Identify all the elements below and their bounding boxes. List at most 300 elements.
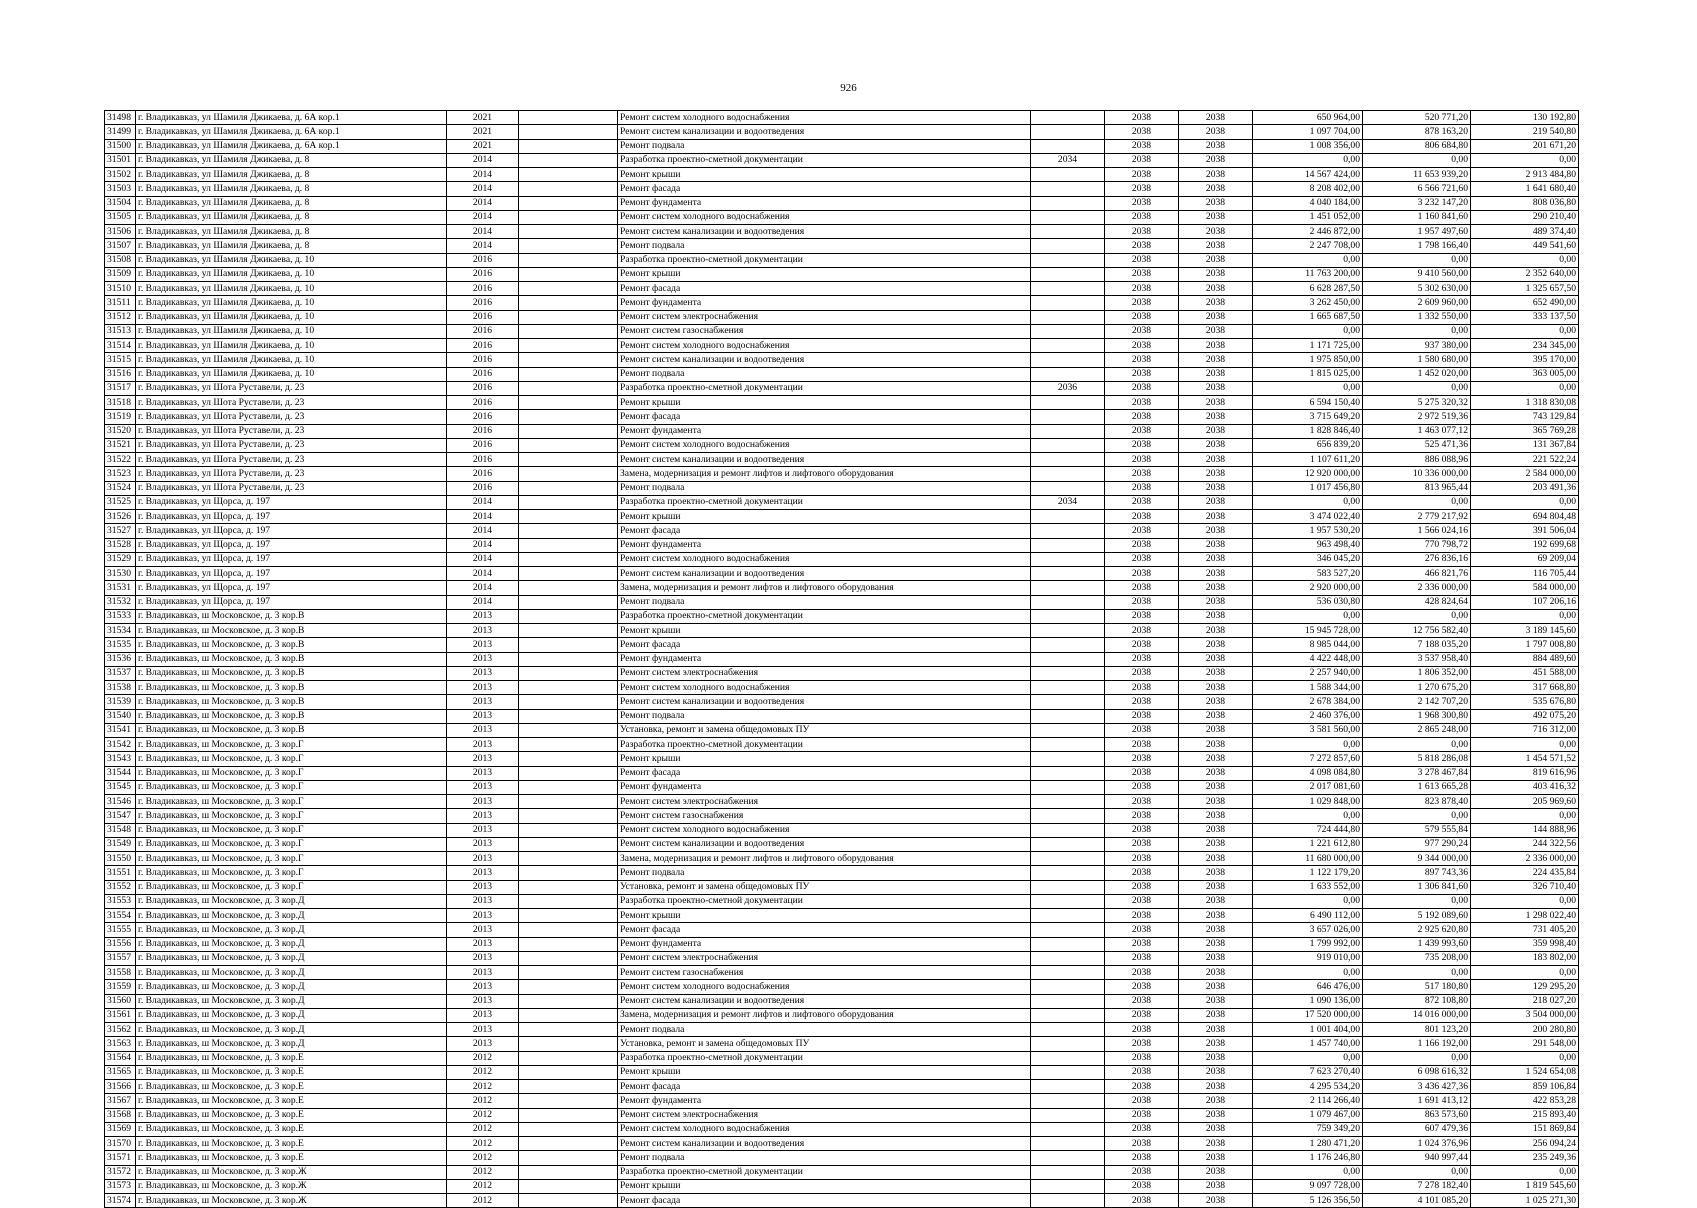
row-plan-year (1031, 253, 1105, 267)
table-row (105, 809, 1579, 823)
row-year-to: 2038 (1179, 1065, 1253, 1079)
row-year-to: 2038 (1179, 310, 1253, 324)
row-id: 31527 (105, 524, 136, 538)
row-year: 2014 (447, 196, 519, 210)
row-cost-part-2: 365 769,28 (1471, 424, 1579, 438)
row-year-to: 2038 (1179, 182, 1253, 196)
row-cost-part-1: 428 824,64 (1363, 595, 1471, 609)
table-row (105, 1108, 1579, 1122)
row-address: г. Владикавказ, ул Шамиля Джикаева, д. 10 (136, 310, 447, 324)
row-address: г. Владикавказ, ш Московское, д. 3 кор.В (136, 652, 447, 666)
row-year: 2012 (447, 1179, 519, 1193)
row-work-type: Ремонт систем газоснабжения (618, 809, 1031, 823)
row-cost-part-1: 7 278 182,40 (1363, 1179, 1471, 1193)
row-year-from: 2038 (1105, 396, 1179, 410)
row-cost-part-2: 333 137,50 (1471, 310, 1579, 324)
row-work-type: Ремонт систем газоснабжения (618, 966, 1031, 980)
row-id: 31553 (105, 894, 136, 908)
row-cost-part-2: 1 298 022,40 (1471, 909, 1579, 923)
row-address: г. Владикавказ, ул Шамиля Джикаева, д. 10 (136, 324, 447, 338)
row-work-type: Ремонт фундамента (618, 296, 1031, 310)
row-total-cost: 1 097 704,00 (1253, 125, 1363, 139)
table-row (105, 1023, 1579, 1037)
row-cost-part-1: 6 566 721,60 (1363, 182, 1471, 196)
row-year: 2014 (447, 168, 519, 182)
row-plan-year (1031, 723, 1105, 737)
row-cost-part-1: 1 463 077,12 (1363, 424, 1471, 438)
row-blank (519, 424, 618, 438)
row-blank (519, 951, 618, 965)
row-blank (519, 666, 618, 680)
row-total-cost: 2 678 384,00 (1253, 695, 1363, 709)
row-year-to: 2038 (1179, 909, 1253, 923)
row-work-type: Ремонт систем холодного водоснабжения (618, 339, 1031, 353)
row-work-type: Ремонт систем канализации и водоотведения (618, 225, 1031, 239)
row-year-to: 2038 (1179, 1194, 1253, 1208)
row-year: 2016 (447, 253, 519, 267)
row-blank (519, 966, 618, 980)
row-address: г. Владикавказ, ул Шота Руставели, д. 23 (136, 396, 447, 410)
row-blank (519, 396, 618, 410)
row-address: г. Владикавказ, ш Московское, д. 3 кор.В (136, 695, 447, 709)
row-cost-part-2: 3 504 000,00 (1471, 1008, 1579, 1022)
row-plan-year: 2034 (1031, 153, 1105, 167)
row-total-cost: 1 633 552,00 (1253, 880, 1363, 894)
table-row (105, 780, 1579, 794)
row-year: 2013 (447, 695, 519, 709)
row-total-cost: 1 957 530,20 (1253, 524, 1363, 538)
row-year-to: 2038 (1179, 581, 1253, 595)
row-address: г. Владикавказ, ш Московское, д. 3 кор.Д (136, 966, 447, 980)
row-total-cost: 919 010,00 (1253, 951, 1363, 965)
row-plan-year (1031, 609, 1105, 623)
row-id: 31499 (105, 125, 136, 139)
row-cost-part-1: 1 957 497,60 (1363, 225, 1471, 239)
row-cost-part-1: 4 101 085,20 (1363, 1194, 1471, 1208)
row-year-from: 2038 (1105, 567, 1179, 581)
row-work-type: Ремонт фасада (618, 524, 1031, 538)
row-blank (519, 823, 618, 837)
row-year-from: 2038 (1105, 253, 1179, 267)
row-cost-part-2: 1 797 008,80 (1471, 638, 1579, 652)
row-cost-part-2: 1 325 657,50 (1471, 282, 1579, 296)
row-cost-part-1: 1 613 665,28 (1363, 780, 1471, 794)
row-cost-part-2: 131 367,84 (1471, 438, 1579, 452)
row-year-from: 2038 (1105, 538, 1179, 552)
row-address: г. Владикавказ, ул Щорса, д. 197 (136, 567, 447, 581)
row-blank (519, 1023, 618, 1037)
table-row (105, 552, 1579, 566)
row-plan-year (1031, 467, 1105, 481)
row-cost-part-2: 403 416,32 (1471, 780, 1579, 794)
row-cost-part-1: 2 609 960,00 (1363, 296, 1471, 310)
row-year-to: 2038 (1179, 1094, 1253, 1108)
row-cost-part-1: 801 123,20 (1363, 1023, 1471, 1037)
row-blank (519, 339, 618, 353)
row-work-type: Ремонт подвала (618, 367, 1031, 381)
row-address: г. Владикавказ, ш Московское, д. 3 кор.В (136, 624, 447, 638)
row-year: 2013 (447, 624, 519, 638)
table-row (105, 538, 1579, 552)
row-cost-part-1: 5 818 286,08 (1363, 752, 1471, 766)
row-cost-part-1: 1 968 300,80 (1363, 709, 1471, 723)
row-cost-part-2: 235 249,36 (1471, 1151, 1579, 1165)
row-id: 31567 (105, 1094, 136, 1108)
row-address: г. Владикавказ, ш Московское, д. 3 кор.Ж (136, 1194, 447, 1208)
row-year: 2013 (447, 766, 519, 780)
row-cost-part-1: 0,00 (1363, 809, 1471, 823)
row-cost-part-2: 2 913 484,80 (1471, 168, 1579, 182)
table-row (105, 239, 1579, 253)
row-cost-part-2: 359 998,40 (1471, 937, 1579, 951)
row-year-from: 2038 (1105, 139, 1179, 153)
row-year-from: 2038 (1105, 652, 1179, 666)
row-work-type: Ремонт фундамента (618, 1094, 1031, 1108)
row-cost-part-1: 12 756 582,40 (1363, 624, 1471, 638)
row-work-type: Ремонт фасада (618, 923, 1031, 937)
row-plan-year (1031, 139, 1105, 153)
table-row (105, 481, 1579, 495)
row-plan-year (1031, 695, 1105, 709)
row-year: 2016 (447, 353, 519, 367)
row-id: 31538 (105, 681, 136, 695)
row-year-to: 2038 (1179, 823, 1253, 837)
row-year-to: 2038 (1179, 510, 1253, 524)
row-year-to: 2038 (1179, 567, 1253, 581)
row-year-from: 2038 (1105, 1122, 1179, 1136)
row-blank (519, 795, 618, 809)
row-total-cost: 7 272 857,60 (1253, 752, 1363, 766)
row-year: 2013 (447, 666, 519, 680)
row-work-type: Ремонт фундамента (618, 196, 1031, 210)
row-year-to: 2038 (1179, 353, 1253, 367)
row-year-to: 2038 (1179, 296, 1253, 310)
row-year: 2014 (447, 495, 519, 509)
row-work-type: Разработка проектно-сметной документации (618, 495, 1031, 509)
row-cost-part-1: 6 098 616,32 (1363, 1065, 1471, 1079)
row-year: 2016 (447, 267, 519, 281)
table-row (105, 752, 1579, 766)
row-blank (519, 780, 618, 794)
row-id: 31502 (105, 168, 136, 182)
row-cost-part-1: 2 925 620,80 (1363, 923, 1471, 937)
row-year-from: 2038 (1105, 809, 1179, 823)
row-id: 31514 (105, 339, 136, 353)
row-year-to: 2038 (1179, 1008, 1253, 1022)
row-cost-part-1: 0,00 (1363, 495, 1471, 509)
table-row (105, 381, 1579, 395)
row-blank (519, 1094, 618, 1108)
row-total-cost: 1 828 846,40 (1253, 424, 1363, 438)
row-year-to: 2038 (1179, 552, 1253, 566)
row-cost-part-2: 0,00 (1471, 738, 1579, 752)
row-year-from: 2038 (1105, 1165, 1179, 1179)
row-work-type: Разработка проектно-сметной документации (618, 381, 1031, 395)
row-blank (519, 723, 618, 737)
row-cost-part-2: 716 312,00 (1471, 723, 1579, 737)
row-cost-part-2: 234 345,00 (1471, 339, 1579, 353)
row-blank (519, 624, 618, 638)
table-row (105, 467, 1579, 481)
row-id: 31563 (105, 1037, 136, 1051)
capital-repair-table (104, 110, 1579, 1208)
row-year-from: 2038 (1105, 624, 1179, 638)
row-id: 31526 (105, 510, 136, 524)
row-plan-year (1031, 966, 1105, 980)
row-total-cost: 583 527,20 (1253, 567, 1363, 581)
row-id: 31506 (105, 225, 136, 239)
table-row (105, 310, 1579, 324)
row-year: 2016 (447, 410, 519, 424)
row-id: 31518 (105, 396, 136, 410)
row-year-from: 2038 (1105, 681, 1179, 695)
row-address: г. Владикавказ, ул Шамиля Джикаева, д. 8 (136, 153, 447, 167)
row-year-from: 2038 (1105, 581, 1179, 595)
row-blank (519, 567, 618, 581)
table-row (105, 681, 1579, 695)
row-plan-year (1031, 1137, 1105, 1151)
row-cost-part-2: 201 671,20 (1471, 139, 1579, 153)
row-cost-part-2: 256 094,24 (1471, 1137, 1579, 1151)
row-address: г. Владикавказ, ул Щорса, д. 197 (136, 495, 447, 509)
row-cost-part-2: 244 322,56 (1471, 837, 1579, 851)
row-work-type: Ремонт фасада (618, 1080, 1031, 1094)
row-work-type: Ремонт фундамента (618, 652, 1031, 666)
row-total-cost: 9 097 728,00 (1253, 1179, 1363, 1193)
row-id: 31513 (105, 324, 136, 338)
row-plan-year (1031, 552, 1105, 566)
row-address: г. Владикавказ, ш Московское, д. 3 кор.Д (136, 909, 447, 923)
row-year-from: 2038 (1105, 296, 1179, 310)
row-blank (519, 709, 618, 723)
row-blank (519, 866, 618, 880)
row-address: г. Владикавказ, ш Московское, д. 3 кор.Д (136, 1037, 447, 1051)
row-year-to: 2038 (1179, 111, 1253, 125)
row-blank (519, 324, 618, 338)
row-id: 31536 (105, 652, 136, 666)
row-year-to: 2038 (1179, 1165, 1253, 1179)
row-year-from: 2038 (1105, 738, 1179, 752)
row-total-cost: 15 945 728,00 (1253, 624, 1363, 638)
row-work-type: Ремонт систем канализации и водоотведения (618, 567, 1031, 581)
row-year-to: 2038 (1179, 210, 1253, 224)
row-work-type: Ремонт фасада (618, 282, 1031, 296)
row-id: 31568 (105, 1108, 136, 1122)
row-year-from: 2038 (1105, 182, 1179, 196)
row-total-cost: 8 985 044,00 (1253, 638, 1363, 652)
row-plan-year (1031, 638, 1105, 652)
row-work-type: Замена, модернизация и ремонт лифтов и лифтового оборудования (618, 467, 1031, 481)
row-cost-part-2: 69 209,04 (1471, 552, 1579, 566)
table-row (105, 282, 1579, 296)
row-id: 31504 (105, 196, 136, 210)
row-plan-year (1031, 980, 1105, 994)
table-row (105, 353, 1579, 367)
row-cost-part-1: 2 336 000,00 (1363, 581, 1471, 595)
row-cost-part-2: 218 027,20 (1471, 994, 1579, 1008)
row-blank (519, 738, 618, 752)
row-year-to: 2038 (1179, 666, 1253, 680)
row-total-cost: 0,00 (1253, 253, 1363, 267)
row-cost-part-1: 878 163,20 (1363, 125, 1471, 139)
row-year-from: 2038 (1105, 1008, 1179, 1022)
row-cost-part-2: 422 853,28 (1471, 1094, 1579, 1108)
row-cost-part-1: 525 471,36 (1363, 438, 1471, 452)
row-year-to: 2038 (1179, 695, 1253, 709)
row-blank (519, 1137, 618, 1151)
row-plan-year (1031, 766, 1105, 780)
row-year-to: 2038 (1179, 139, 1253, 153)
row-year-to: 2038 (1179, 709, 1253, 723)
row-plan-year (1031, 866, 1105, 880)
row-work-type: Ремонт систем электроснабжения (618, 795, 1031, 809)
row-year-from: 2038 (1105, 1051, 1179, 1065)
row-plan-year (1031, 1008, 1105, 1022)
table-row (105, 567, 1579, 581)
row-address: г. Владикавказ, ш Московское, д. 3 кор.Е (136, 1080, 447, 1094)
row-work-type: Ремонт крыши (618, 396, 1031, 410)
row-year: 2012 (447, 1051, 519, 1065)
table-row (105, 524, 1579, 538)
row-address: г. Владикавказ, ул Шамиля Джикаева, д. 10 (136, 367, 447, 381)
row-work-type: Замена, модернизация и ремонт лифтов и лифтового оборудования (618, 1008, 1031, 1022)
row-id: 31528 (105, 538, 136, 552)
row-year: 2014 (447, 595, 519, 609)
row-address: г. Владикавказ, ул Шамиля Джикаева, д. 8 (136, 196, 447, 210)
row-address: г. Владикавказ, ул Шота Руставели, д. 23 (136, 467, 447, 481)
row-cost-part-2: 743 129,84 (1471, 410, 1579, 424)
row-work-type: Ремонт систем электроснабжения (618, 951, 1031, 965)
row-total-cost: 1 008 356,00 (1253, 139, 1363, 153)
row-year: 2016 (447, 481, 519, 495)
row-total-cost: 0,00 (1253, 1165, 1363, 1179)
row-blank (519, 1065, 618, 1079)
row-address: г. Владикавказ, ш Московское, д. 3 кор.Д (136, 1023, 447, 1037)
row-work-type: Ремонт крыши (618, 624, 1031, 638)
table-row (105, 1151, 1579, 1165)
row-cost-part-2: 130 192,80 (1471, 111, 1579, 125)
row-year-from: 2038 (1105, 153, 1179, 167)
table-row (105, 424, 1579, 438)
row-cost-part-2: 731 405,20 (1471, 923, 1579, 937)
row-plan-year (1031, 780, 1105, 794)
row-cost-part-2: 391 506,04 (1471, 524, 1579, 538)
row-cost-part-1: 2 142 707,20 (1363, 695, 1471, 709)
row-id: 31559 (105, 980, 136, 994)
row-cost-part-1: 520 771,20 (1363, 111, 1471, 125)
row-year-to: 2038 (1179, 966, 1253, 980)
row-work-type: Установка, ремонт и замена общедомовых ПУ (618, 880, 1031, 894)
row-year-from: 2038 (1105, 210, 1179, 224)
row-work-type: Ремонт систем холодного водоснабжения (618, 438, 1031, 452)
row-total-cost: 724 444,80 (1253, 823, 1363, 837)
row-blank (519, 652, 618, 666)
table-row (105, 153, 1579, 167)
row-blank (519, 937, 618, 951)
row-year: 2021 (447, 111, 519, 125)
row-address: г. Владикавказ, ш Московское, д. 3 кор.Г (136, 809, 447, 823)
table-row (105, 495, 1579, 509)
row-year-to: 2038 (1179, 367, 1253, 381)
row-work-type: Ремонт крыши (618, 168, 1031, 182)
row-blank (519, 695, 618, 709)
row-cost-part-1: 1 160 841,60 (1363, 210, 1471, 224)
row-year-to: 2038 (1179, 780, 1253, 794)
table-row (105, 909, 1579, 923)
row-cost-part-2: 3 189 145,60 (1471, 624, 1579, 638)
row-year-to: 2038 (1179, 239, 1253, 253)
row-cost-part-1: 1 332 550,00 (1363, 310, 1471, 324)
row-cost-part-2: 0,00 (1471, 809, 1579, 823)
row-year: 2016 (447, 381, 519, 395)
row-year-from: 2038 (1105, 852, 1179, 866)
row-id: 31515 (105, 353, 136, 367)
row-work-type: Ремонт систем канализации и водоотведения (618, 353, 1031, 367)
row-year-from: 2038 (1105, 310, 1179, 324)
row-work-type: Ремонт систем электроснабжения (618, 310, 1031, 324)
row-cost-part-1: 5 192 089,60 (1363, 909, 1471, 923)
row-address: г. Владикавказ, ул Шота Руставели, д. 23 (136, 438, 447, 452)
row-total-cost: 0,00 (1253, 809, 1363, 823)
row-year-from: 2038 (1105, 1108, 1179, 1122)
row-total-cost: 536 030,80 (1253, 595, 1363, 609)
row-year-from: 2038 (1105, 353, 1179, 367)
row-id: 31532 (105, 595, 136, 609)
row-address: г. Владикавказ, ш Московское, д. 3 кор.Д (136, 937, 447, 951)
row-work-type: Ремонт систем канализации и водоотведения (618, 837, 1031, 851)
row-blank (519, 538, 618, 552)
row-year-to: 2038 (1179, 1023, 1253, 1037)
row-address: г. Владикавказ, ул Шамиля Джикаева, д. 10 (136, 253, 447, 267)
row-blank (519, 994, 618, 1008)
row-blank (519, 139, 618, 153)
row-cost-part-2: 2 352 640,00 (1471, 267, 1579, 281)
table-row (105, 624, 1579, 638)
row-year: 2013 (447, 966, 519, 980)
row-id: 31500 (105, 139, 136, 153)
row-address: г. Владикавказ, ул Шамиля Джикаева, д. 10 (136, 353, 447, 367)
row-id: 31525 (105, 495, 136, 509)
table-row (105, 1094, 1579, 1108)
row-year: 2016 (447, 296, 519, 310)
row-year-from: 2038 (1105, 595, 1179, 609)
table-row (105, 1122, 1579, 1136)
table-row (105, 1065, 1579, 1079)
row-total-cost: 963 498,40 (1253, 538, 1363, 552)
row-year-from: 2038 (1105, 666, 1179, 680)
table-row (105, 267, 1579, 281)
row-address: г. Владикавказ, ш Московское, д. 3 кор.Д (136, 994, 447, 1008)
row-year-to: 2038 (1179, 153, 1253, 167)
row-plan-year (1031, 210, 1105, 224)
row-id: 31529 (105, 552, 136, 566)
row-blank (519, 495, 618, 509)
row-year-to: 2038 (1179, 339, 1253, 353)
row-year-to: 2038 (1179, 866, 1253, 880)
row-cost-part-1: 1 024 376,96 (1363, 1137, 1471, 1151)
row-id: 31565 (105, 1065, 136, 1079)
row-year: 2013 (447, 1008, 519, 1022)
row-cost-part-1: 276 836,16 (1363, 552, 1471, 566)
row-plan-year (1031, 225, 1105, 239)
row-blank (519, 809, 618, 823)
row-year-to: 2038 (1179, 324, 1253, 338)
row-plan-year (1031, 837, 1105, 851)
row-total-cost: 12 920 000,00 (1253, 467, 1363, 481)
row-address: г. Владикавказ, ш Московское, д. 3 кор.Г (136, 837, 447, 851)
row-plan-year (1031, 923, 1105, 937)
table-row (105, 1165, 1579, 1179)
